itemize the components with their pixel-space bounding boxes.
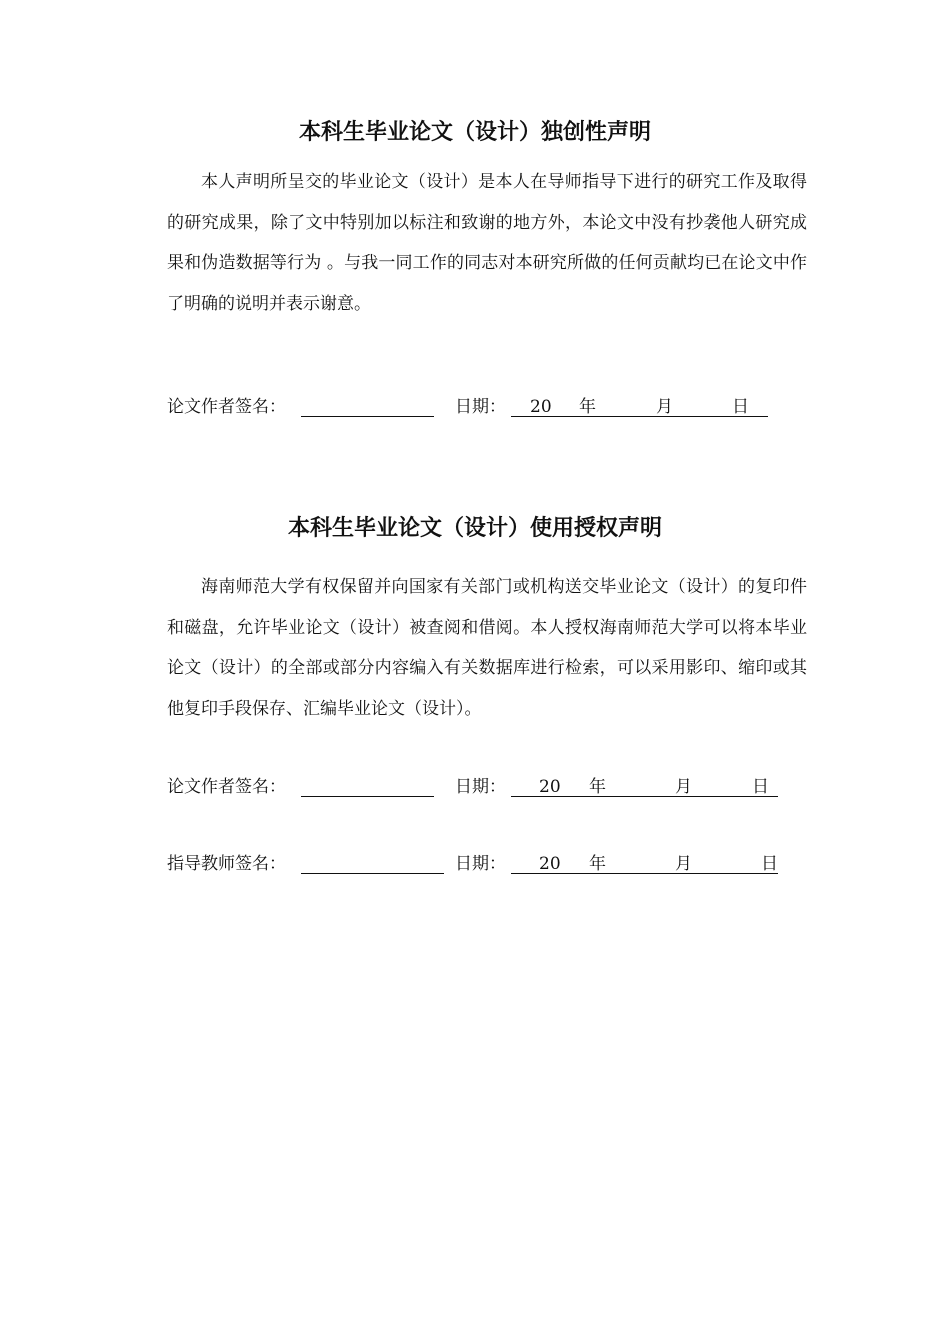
date-label: 日期：	[455, 854, 506, 874]
day-label: 日	[761, 854, 778, 874]
date-label: 日期：	[455, 397, 506, 417]
month-label: 月	[675, 777, 692, 797]
author-signature-label: 论文作者签名：	[167, 397, 286, 417]
year-label: 年	[589, 777, 606, 797]
month-label: 月	[675, 854, 692, 874]
year-label: 年	[589, 854, 606, 874]
author-signature-blank[interactable]	[301, 416, 434, 417]
author-signature-label: 论文作者签名：	[167, 777, 286, 797]
originality-signature-line	[167, 395, 787, 419]
authorization-advisor-signature-line	[167, 852, 797, 876]
authorization-title: 本科生毕业论文（设计）使用授权声明	[287, 516, 662, 541]
originality-title: 本科生毕业论文（设计）独创性声明	[298, 120, 651, 145]
advisor-signature-blank[interactable]	[301, 873, 444, 874]
author-signature-blank[interactable]	[301, 796, 434, 797]
day-label: 日	[752, 777, 769, 797]
advisor-signature-label: 指导教师签名：	[167, 854, 286, 874]
year-prefix: 20	[530, 397, 552, 417]
authorization-paragraph: 海南师范大学有权保留并向国家有关部门或机构送交毕业论文（设计）的复印件和磁盘，允许毕业论文（设计）被查阅和借阅。本人授权海南师范大学可以将本毕业论文（设计）的全部或部分内容编入有关数据库进行检索，可以采用影印、缩印或其他复印手段保存、汇编毕业论文（设计）。	[167, 577, 807, 719]
year-prefix: 20	[539, 777, 561, 797]
month-label: 月	[656, 397, 673, 417]
day-label: 日	[732, 397, 749, 417]
year-label: 年	[579, 397, 596, 417]
year-prefix: 20	[539, 854, 561, 874]
originality-paragraph: 本人声明所呈交的毕业论文（设计）是本人在导师指导下进行的研究工作及取得的研究成果，除了文中特别加以标注和致谢的地方外，本论文中没有抄袭他人研究成果和伪造数据等行为 。与我一同工作的同志对本研究所做的任何贡献均已在论文中作了明确的说明并表示谢意。	[167, 172, 807, 314]
authorization-author-signature-line	[167, 775, 797, 799]
date-label: 日期：	[455, 777, 506, 797]
